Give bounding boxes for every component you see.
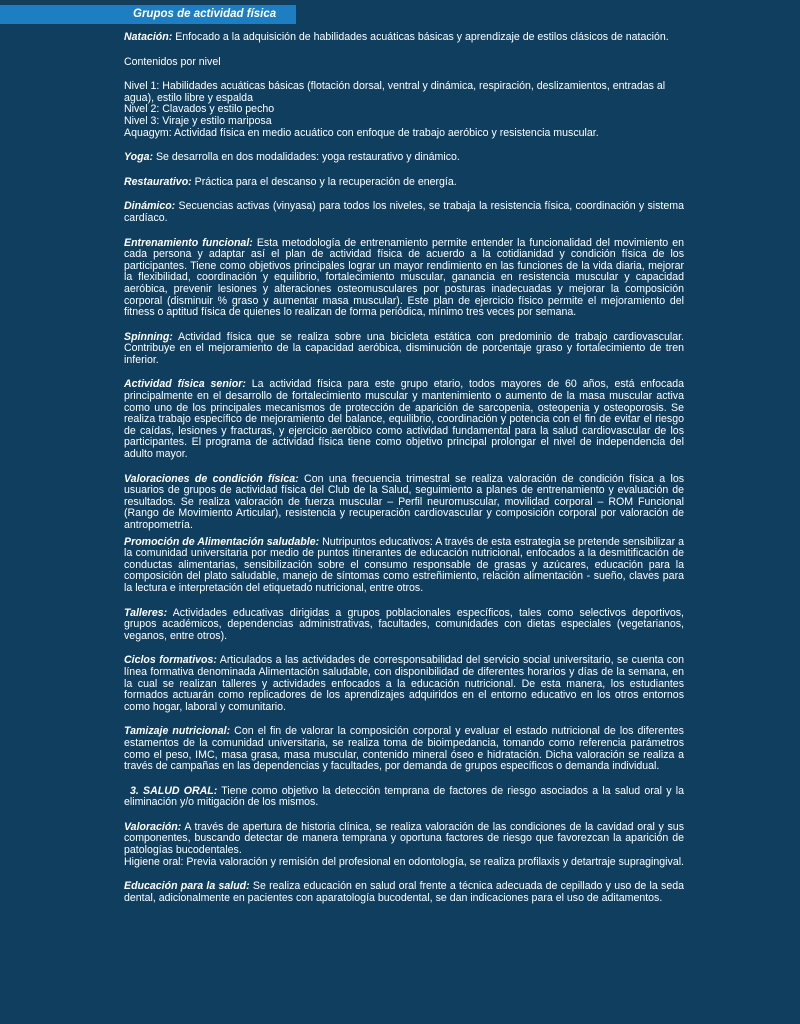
paragraph-spinning xyxy=(124,332,684,367)
text-ciclos: Articulados a las actividades de corresponsabilidad del servicio social universitario, se cuenta con línea formativa denominada Alimentación saludable, con disponibilidad de diferentes horarios y días de la semana, en la cual se realizan talleres y actividades enfocados a la educación nutricional. De esta manera, los estudiantes formados actuarán como replicadores de los aprendizajes adquiridos en el entorno educativo en los otros entornos como hogar, laboral y comunitario. xyxy=(124,654,684,713)
nivel-item-3: Nivel 3: Viraje y estilo mariposa xyxy=(124,114,272,127)
contenidos-heading: Contenidos por nivel xyxy=(124,55,221,68)
label-salud-oral: 3. SALUD ORAL: xyxy=(130,784,218,797)
document-body xyxy=(124,32,684,917)
text-restaurativo: Práctica para el descanso y la recuperación de energía. xyxy=(191,175,457,188)
text-promocion: Nutripuntos educativos: A través de esta estrategia se pretende sensibilizar a la comunidad universitaria por medio de puntos itinerantes de educación nutricional, enfocados a la desmitificación de conductas alimentarias, sensibilización sobre el consumo responsable de grasas y azúcares, educación para la composición del plato saludable, manejo de síntomas como estreñimiento, relación alimentación - sueño, claves para la lectura e interpretación del etiquetado nutricional, entre otros. xyxy=(124,535,684,594)
text-natacion: Enfocado a la adquisición de habilidades acuáticas básicas y aprendizaje de estilos clásicos de natación. xyxy=(172,31,669,43)
text-higiene-oral: Higiene oral: Previa valoración y remisión del profesional en odontología, se realiza profilaxis y detartraje supragingival. xyxy=(124,855,685,868)
paragraph-promocion xyxy=(124,537,684,595)
label-educacion: Educación para la salud: xyxy=(124,880,250,893)
label-yoga: Yoga: xyxy=(124,151,154,164)
label-dinamico: Dinámico: xyxy=(124,200,176,213)
text-spinning: Actividad física que se realiza sobre una bicicleta estática con predominio de trabajo cardiovascular. Contribuye en el mejoramiento de la capacidad aeróbica, disminución de porcentaje graso y fortalecimiento de tren inferior. xyxy=(124,330,684,366)
label-natacion: Natación: xyxy=(124,31,173,43)
paragraph-valoraciones xyxy=(124,474,684,532)
label-spinning: Spinning: xyxy=(124,330,173,343)
text-educacion: Se realiza educación en salud oral frente a técnica adecuada de cepillado y uso de la seda dental, adicionalmente en pacientes con aparatología bucodental, se dan indicaciones para el uso de aditamentos. xyxy=(124,880,684,904)
paragraph-tamizaje xyxy=(124,726,684,772)
text-yoga: Se desarrolla en dos modalidades: yoga restaurativo y dinámico. xyxy=(153,151,460,164)
paragraph-educacion xyxy=(124,881,684,904)
text-dinamico: Secuencias activas (vinyasa) para todos los niveles, se trabaja la resistencia física, coordinación y sistema cardíaco. xyxy=(124,200,684,224)
label-tamizaje: Tamizaje nutricional: xyxy=(124,725,231,738)
label-talleres: Talleres: xyxy=(124,606,168,619)
text-valoraciones: Con una frecuencia trimestral se realiza valoración de condición física a los usuarios de grupos de actividad física del Club de la Salud, seguimiento a planes de entrenamiento y evaluación de resultados. Se realiza valoración de fuerza muscular – Perfil neuromuscular, movilidad corporal – ROM Funcional (Rango de Movimiento Articular), resistencia y recuperación cardiovascular y composición corporal por valoración de antropometría. xyxy=(124,472,685,531)
paragraph-talleres xyxy=(124,608,684,643)
paragraph-dinamico xyxy=(124,201,684,224)
text-valoracion: A través de apertura de historia clínica, se realiza valoración de las condiciones de la cavidad oral y sus componentes, buscando detectar de manera temprana y oportuna factores de riesgo que favorezcan la aparición de patologías bucodentales. xyxy=(124,820,684,857)
paragraph-entrenamiento xyxy=(124,238,684,319)
paragraph-ciclos xyxy=(124,655,684,713)
label-entrenamiento: Entrenamiento funcional: xyxy=(124,236,253,249)
nivel-item-aquagym: Aquagym: Actividad física en medio acuático con enfoque de trabajo aeróbico y resistencia muscular. xyxy=(124,126,599,139)
label-senior: Actividad física senior: xyxy=(124,378,246,391)
paragraph-senior xyxy=(124,379,684,460)
paragraph-yoga xyxy=(124,152,684,164)
label-valoraciones: Valoraciones de condición física: xyxy=(124,472,299,485)
text-salud-oral: Tiene como objetivo la detección temprana de factores de riesgo asociados a la salud oral y la eliminación y/o mitigación de los mismos. xyxy=(124,784,684,809)
niveles-list xyxy=(124,81,684,139)
paragraph-valoracion xyxy=(124,822,684,868)
label-ciclos: Ciclos formativos: xyxy=(124,654,217,667)
paragraph-salud-oral xyxy=(124,786,684,809)
text-entrenamiento: Esta metodología de entrenamiento permite entender la funcionalidad del movimiento en cada persona y adaptar así el plan de actividad física de acuerdo a la cotidianidad y condición física de los participantes. Tiene como objetivos principales lograr un mayor rendimiento en las funciones de la vida diaria, mejorar la flexibilidad, coordinación y equilibrio, fortalecimiento muscular, ganancia en resistencia muscular y capacidad aeróbica, prevenir lesiones y alteraciones osteomusculares por posturas inadecuadas y mejorar la composición corporal (disminuir % graso y aumentar masa muscular). Este plan de ejercicio físico permite el mejoramiento del fitness o aptitud física de quienes lo realizan de forma periódica, mínimo tres veces por semana. xyxy=(124,236,684,319)
label-promocion: Promoción de Alimentación saludable: xyxy=(124,535,320,548)
label-restaurativo: Restaurativo: xyxy=(124,175,192,188)
paragraph-natacion xyxy=(124,32,684,44)
text-talleres: Actividades educativas dirigidas a grupos poblacionales específicos, tales como selectivos deportivos, grupos académicos, dependencias administrativas, facultades, comunidades con dietas especiales (vegetarianos, veganos, entre otros). xyxy=(124,606,684,642)
paragraph-restaurativo xyxy=(124,177,684,189)
nivel-item-2: Nivel 2: Clavados y estilo pecho xyxy=(124,103,275,116)
text-tamizaje: Con el fin de valorar la composición corporal y evaluar el estado nutricional de los diferentes estamentos de la comunidad universitaria, se realiza toma de bioimpedancia, tomando como referencia parámetros como el peso, IMC, masa grasa, masa muscular, contenido mineral óseo e hidratación. Dicha valoración se realiza a través de campañas en las dependencias y facultades, por demanda de grupos específicos o demanda individual. xyxy=(124,725,684,773)
text-senior: La actividad física para este grupo etario, todos mayores de 60 años, está enfocada principalmente en el desarrollo de fortalecimiento muscular y mantenimiento o aumento de la masa muscular activa como uno de los principales mecanismos de protección de aparición de sarcopenia, osteopenia y osteoporosis. Se realiza trabajo específico de mejoramiento del balance, equilibrio, coordinación y potencia con el fin de evitar el riesgo de caídas, lesiones y fracturas, y ejercicio aeróbico como actividad fundamental para la salud cardiovascular de los participantes. El programa de actividad física tiene como objetivo principal prolongar el nivel de independencia del adulto mayor. xyxy=(124,378,684,461)
label-valoracion: Valoración: xyxy=(124,820,182,833)
section-header-bar xyxy=(0,5,296,24)
nivel-item-1: Nivel 1: Habilidades acuáticas básicas (flotación dorsal, ventral y dinámica, respiración, deslizamientos, entradas al agua), estilo libre y espalda xyxy=(124,80,666,104)
section-title: Grupos de actividad física xyxy=(133,8,277,20)
